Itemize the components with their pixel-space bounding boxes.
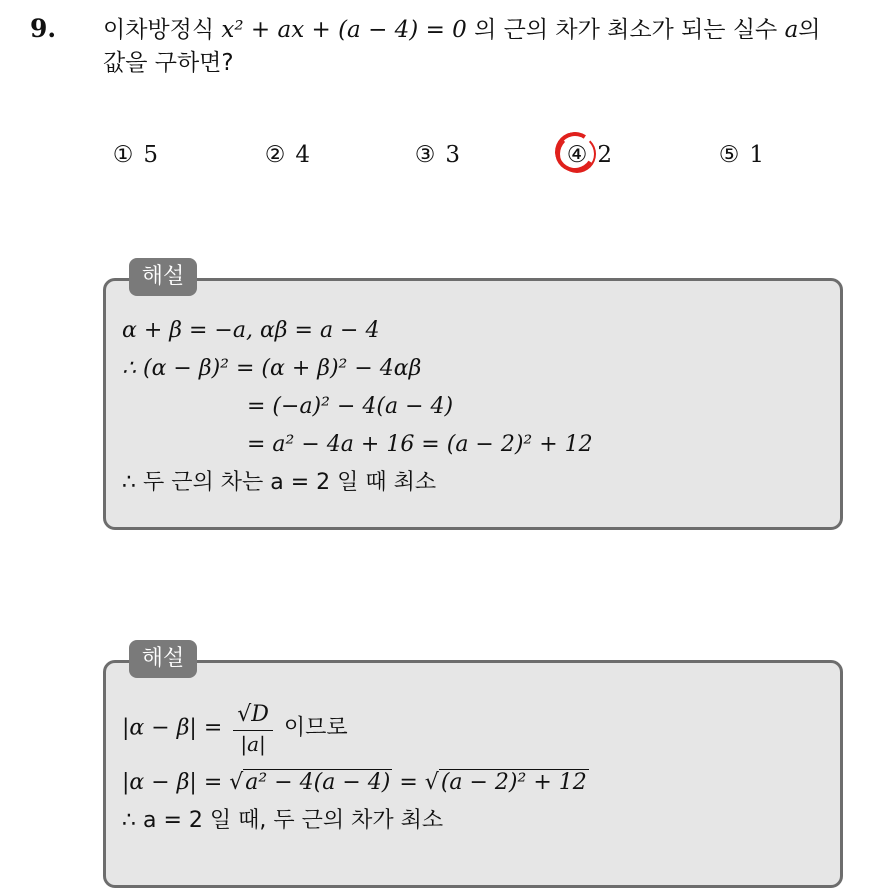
question-variable: a [784, 17, 799, 43]
choice-mark: ① [112, 142, 134, 168]
abs-diff-lhs-2: |α − β| = [122, 770, 230, 795]
solution-tag-2: 해설 [129, 640, 197, 678]
choice-value: 4 [295, 142, 310, 168]
solution-tag-1: 해설 [129, 258, 197, 296]
question-line2: 값을 구하면? [103, 50, 234, 76]
question-text [103, 14, 863, 80]
solution-2-line-3: ∴ a = 2 일 때, 두 근의 차가 최소 [122, 808, 444, 833]
fraction-numerator: √D [233, 700, 273, 731]
choice-value: 3 [445, 142, 460, 168]
solution-1-line-2: ∴ (α − β)² = (α + β)² − 4αβ [122, 356, 422, 381]
solution-2-line-2 [122, 764, 589, 802]
choice-value: 2 [597, 142, 612, 168]
selected-answer-circle-stroke [558, 135, 596, 173]
question-number: 9. [30, 14, 57, 43]
answer-choices [110, 142, 830, 176]
equals-sign: = [399, 770, 425, 795]
solution-1-line-1: α + β = −a, αβ = a − 4 [122, 318, 380, 343]
sqrt-expression-1: √a² − 4(a − 4) [229, 770, 391, 795]
fraction [233, 700, 273, 757]
choice-mark: ③ [414, 142, 436, 168]
choice-value: 1 [749, 142, 764, 168]
choice-value: 5 [143, 142, 158, 168]
solution-1-line-4: = a² − 4a + 16 = (a − 2)² + 12 [247, 432, 593, 457]
question-equation: x² + ax + (a − 4) = 0 [221, 17, 467, 43]
solution-2-content [122, 700, 589, 840]
question-line1-suffix: 의 근의 차가 최소가 되는 실수 [474, 17, 778, 43]
solution-1-line-3: = (−a)² − 4(a − 4) [247, 394, 454, 419]
radicand-2: (a − 2)² + 12 [440, 770, 587, 795]
choice-3[interactable] [412, 142, 460, 168]
fraction-denominator: |a| [240, 732, 266, 756]
solution-2-line-1 [122, 700, 589, 764]
question-line1-end: 의 [798, 17, 821, 43]
radicand-1: a² − 4(a − 4) [245, 770, 391, 795]
question-line1-prefix: 이차방정식 [103, 17, 215, 43]
solution-1-content [122, 312, 593, 502]
sqrt-expression-2: √(a − 2)² + 12 [424, 770, 587, 795]
choice-1[interactable] [110, 142, 158, 168]
choice-mark: ⑤ [718, 142, 740, 168]
choice-2[interactable] [262, 142, 310, 168]
solution-1-line-5: ∴ 두 근의 차는 a = 2 일 때 최소 [122, 470, 437, 495]
solution-2-line-1-suffix: 이므로 [283, 715, 348, 741]
choice-mark: ② [264, 142, 286, 168]
abs-diff-lhs: |α − β| = [122, 715, 223, 741]
choice-mark: ④ [566, 142, 588, 168]
choice-5[interactable] [716, 142, 764, 168]
